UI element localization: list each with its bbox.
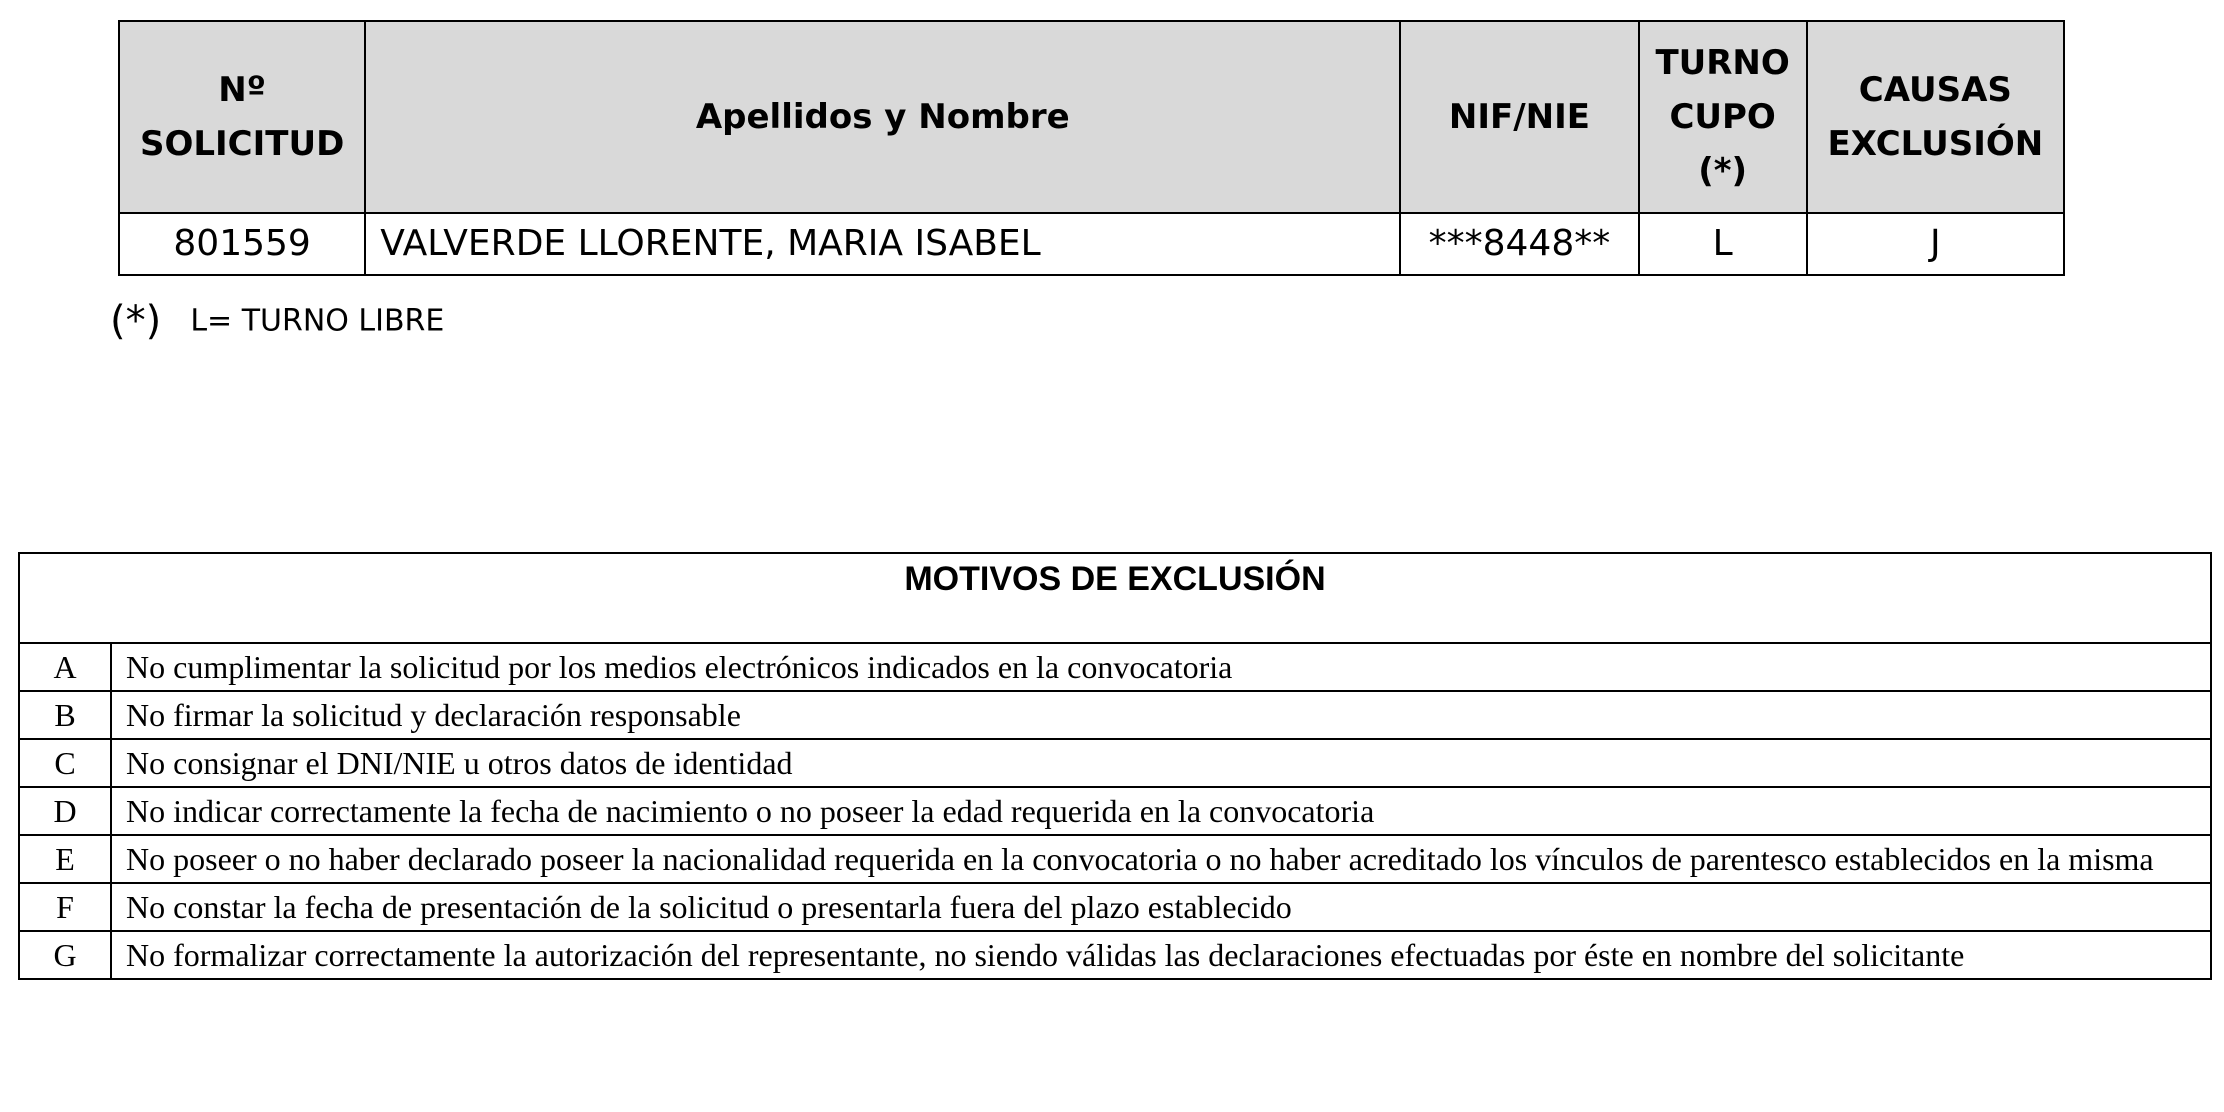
reason-text: No poseer o no haber declarado poseer la nacionalidad requerida en la convocatoria o no haber acreditado los vínculos de parentesco establecidos en la misma <box>111 835 2211 883</box>
header-num-solicitud: Nº SOLICITUD <box>119 21 365 213</box>
header-apellidos-nombre: Apellidos y Nombre <box>365 21 1400 213</box>
table-row <box>119 213 2064 275</box>
footnote <box>110 298 444 344</box>
cell-nif-nie: ***8448** <box>1400 213 1638 275</box>
reason-code: E <box>19 835 111 883</box>
reason-text: No constar la fecha de presentación de la solicitud o presentarla fuera del plazo establecido <box>111 883 2211 931</box>
reason-code: B <box>19 691 111 739</box>
table-row <box>19 883 2211 931</box>
applicants-table <box>118 20 2065 276</box>
footnote-mark: (*) <box>110 298 162 344</box>
reason-text: No cumplimentar la solicitud por los medios electrónicos indicados en la convocatoria <box>111 643 2211 691</box>
cell-causas-exclusion: J <box>1807 213 2064 275</box>
exclusion-reasons-table <box>18 552 2212 980</box>
cell-turno-cupo: L <box>1639 213 1807 275</box>
reason-text: No firmar la solicitud y declaración responsable <box>111 691 2211 739</box>
reason-code: F <box>19 883 111 931</box>
header-causas-exclusion: CAUSAS EXCLUSIÓN <box>1807 21 2064 213</box>
table-row <box>19 835 2211 883</box>
reason-code: A <box>19 643 111 691</box>
table-row <box>19 691 2211 739</box>
reason-code: D <box>19 787 111 835</box>
cell-num-solicitud: 801559 <box>119 213 365 275</box>
header-nif-nie: NIF/NIE <box>1400 21 1638 213</box>
applicants-header-row <box>119 21 2064 213</box>
reasons-title-row <box>19 553 2211 643</box>
table-row <box>19 643 2211 691</box>
reason-text: No formalizar correctamente la autorización del representante, no siendo válidas las declaraciones efectuadas por éste en nombre del solicitante <box>111 931 2211 979</box>
reasons-title: MOTIVOS DE EXCLUSIÓN <box>19 553 2211 643</box>
table-row <box>19 931 2211 979</box>
table-row <box>19 739 2211 787</box>
cell-apellidos-nombre: VALVERDE LLORENTE, MARIA ISABEL <box>365 213 1400 275</box>
footnote-text: L= TURNO LIBRE <box>190 303 445 339</box>
header-turno-cupo: TURNO CUPO (*) <box>1639 21 1807 213</box>
reason-text: No consignar el DNI/NIE u otros datos de identidad <box>111 739 2211 787</box>
reason-code: C <box>19 739 111 787</box>
table-row <box>19 787 2211 835</box>
reason-text: No indicar correctamente la fecha de nacimiento o no poseer la edad requerida en la convocatoria <box>111 787 2211 835</box>
reason-code: G <box>19 931 111 979</box>
